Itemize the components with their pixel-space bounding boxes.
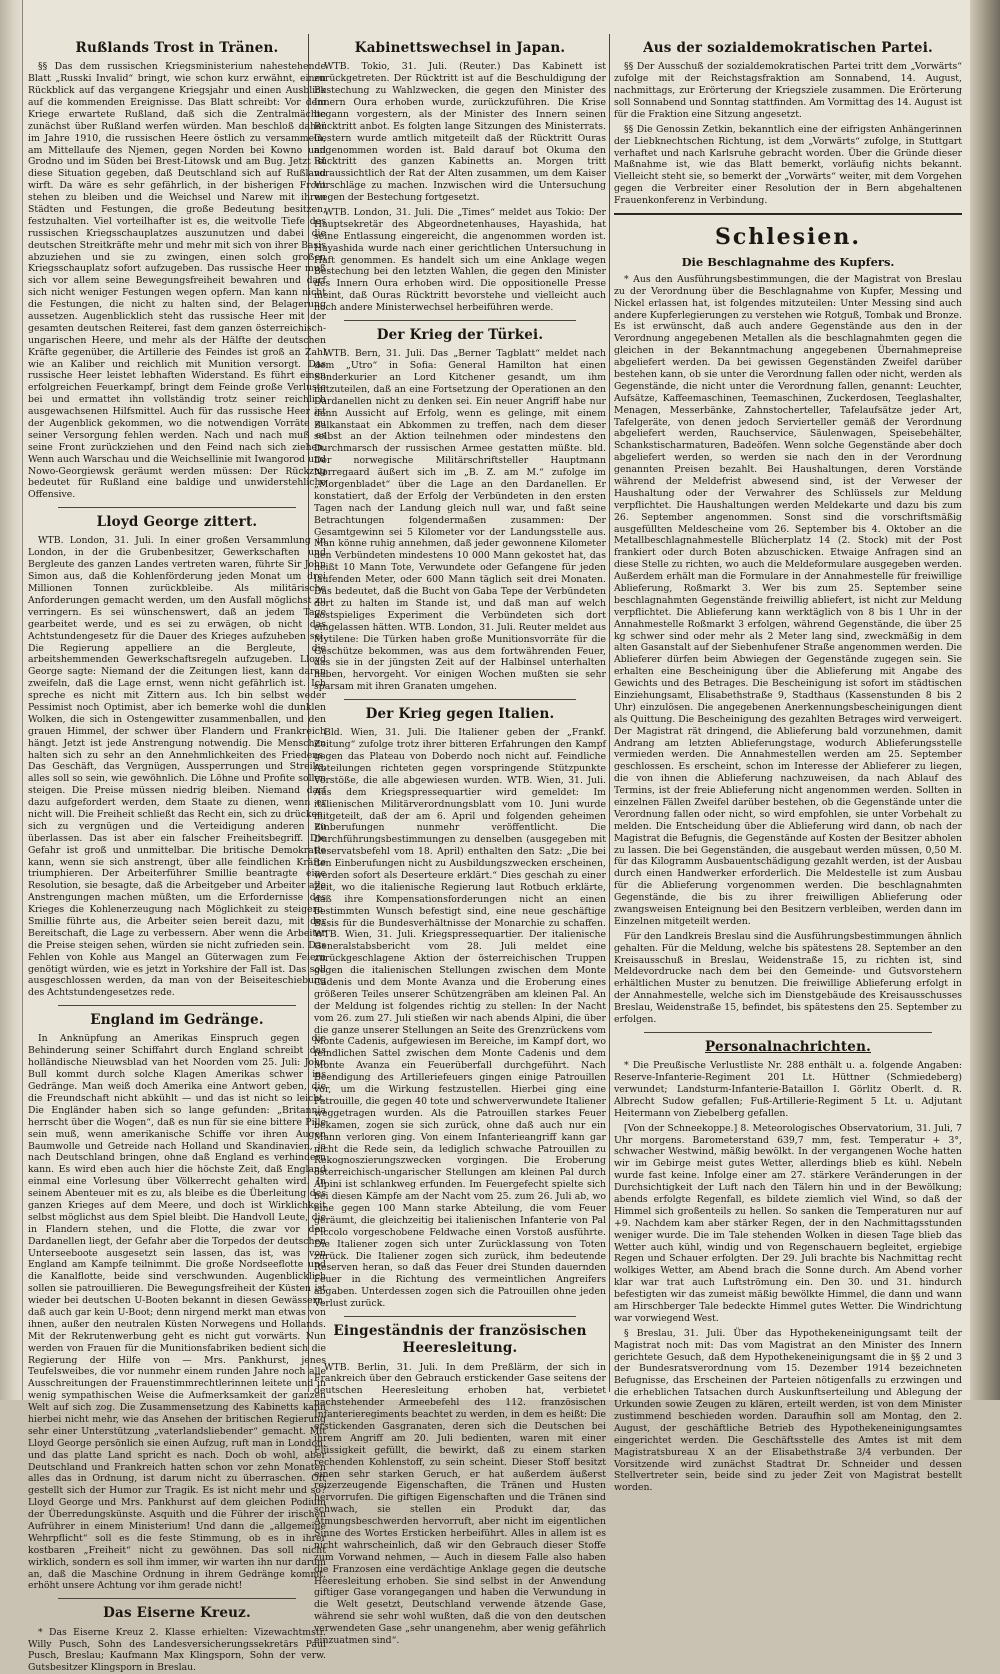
- article-headline: Das Eiserne Kreuz.: [103, 1605, 251, 1622]
- article-body: WTB. Tokio, 31. Juli. (Reuter.) Das Kabinett ist zurückgetreten. Der Rücktritt ist auf die Beschuldigung der Bestechung zu Wahlzwecken, die gegen den Minister des Innern Oura erhoben wurde, zurückzuführen. Die Krise begann vorgestern, als der Minister des Innern seinen Rücktritt anbot. Es folgten lange Sitzungen des Ministerrats. Gestern wurde amtlich mitgeteilt daß der Rücktritt Ouras angenommen worden ist. Bald darauf bot Okuma den Rücktritt des ganzen Kabinetts an. Morgen tritt voraussichtlich der Rat der Alten zusammen, um dem Kaiser Vorschläge zu machen. Inzwischen wird die Untersuchung wegen der Bestechung fortgesetzt.: [314, 61, 606, 204]
- section-headline: Schlesien.: [714, 223, 862, 250]
- article-body: Bld. Wien, 31. Juli. Die Italiener geben der „Frankf. Zeitung“ zufolge trotz ihrer bitteren Erfahrungen den Kampf gegen das Plateau von Doberdo noch nicht auf. Feindliche Abteilungen richteten gegen vorspringende Stützpunkte Vorstöße, die alle abgewiesen wurden. WTB. Wien, 31. Juli. Aus dem Kriegspressequartier wird gemeldet: Im italienischen Militärverordnungsblatt vom 10. Juni wurde mitgeteilt, daß der am 6. April und folgenden geheimen Einberufungen nunmehr veröffentlicht. Die Durchführungsbestimmungen zu denselben (ausgegeben mit Reservatsbefehl vom 18. April) enthalten den Satz: „Die bei den Einberufungen nicht zu Ausbildungszwecken erscheinen, werden sofort als Deserteure erklärt.“ Dies geschah zu einer Zeit, wo die italienische Regierung laut Rotbuch erklärte, daß ihre Kompensationsforderungen nicht an einen bestimmten Wunsch befestigt sind, eine neue geschäftige Basis für die Bundesverhältnisse der Monarchie zu schaffen. WTB. Wien, 31. Juli. Kriegspressequartier. Der italienische Generalstabsbericht vom 28. Juli meldet eine zurückgeschlagene Aktion der österreichischen Truppen gegen die italienischen Stellungen zwischen dem Monte Cadenis und dem Monte Avanza und die Eroberung eines größeren Teiles unserer Schützengräben am kleinen Pal. An der Meldung ist folgendes richtig zu stellen: In der Nacht vom 26. zum 27. Juli stießen wir nach abends Alpini, die über die ganze unserer Stellungen an Seite des Grenzrückens vom Monte Cadenis, aufgewiesen im Bereiche, im Kampf dort, wo feindlichen Sattel zwischen dem Monte Cadenis und dem Monte Avanza ein Feuerüberfall durchgeführt. Nach Beendigung des Artilleriefeuers gingen einige Patrouillen vor, um die Wirkung festzustellen. Hierbei ging eine Patrouille, die gegen 40 tote und schwerverwundete Italiener weggetragen wurden. Als die Patrouillen starkes Feuer bekamen, zogen sie sich zurück, ohne daß auch nur ein Mann verloren ging. Von einem Infanterieangriff kann gar nicht die Rede sein, da lediglich schwache Patrouillen zu Rekognoszierungszwecken vorgingen. Die Eroberung österreichisch-ungarischer Stellungen am kleinen Pal durch Alpini ist schlankweg erfunden. Im Feuergefecht spielte sich bei diesen Kämpfe am der Nacht vom 25. zum 26. Juli ab, wo eine gegen 100 Mann starke Abteilung, die vom Feuer geräumt, die gleichzeitig bei italienischen Infanterie von Pal Piccolo vorgeschobene Feldwache einen Vorstoß ausführte. Die Italiener zogen sich unter Zurücklassung von Toten zurück. Die Italiener zogen sich zurück, ihm bedeutende Reserven heran, so daß das Feuer drei Stunden dauernden Feuer in die Richtung des vermeintlichen Angreifers abgaben. Unterdessen zogen sich die Patrouillen ohne jeden Verlust zurück.: [314, 727, 606, 1310]
- column-rule: [609, 34, 610, 1392]
- article-headline: Der Krieg der Türkei.: [376, 326, 544, 343]
- article-body: WTB. Berlin, 31. Juli. In dem Preßlärm, der sich in Frankreich über den Gebrauch erstickender Gase seitens der deutschen Heeresleitung erhoben hat, verbietet nachstehender Armeebefehl des 112. französischen Infanterieregiments beachtet zu werden, in dem es heißt: Die erstickenden Gasgranaten, deren sich die Deutschen bei ihrem Angriff am 20. Juli bedienten, waren mit einer Flüssigkeit gefüllt, die bewirkt, daß zu einem starken rechenden Kohlenstoff, zu sein scheint. Dieser Stoff besitzt einen sehr starken Geruch, er hat außerdem äußerst reizerzeugende Eigenschaften, die Tränen und Husten hervorrufen. Die giftigen Eigenschaften und die Tränen sind schwach, sie stellen ein Produkt dar, das Atmungsbeschwerden hervorruft, aber nicht im eigentlichen Sinne des Wortes Ersticken herbeiführt. Alles in allem ist es nicht wahrscheinlich, daß wir den Gebrauch dieser Stoffe zum Vorwand nehmen, — Auch in diesem Falle also haben die Franzosen eine verdächtige Anklage gegen die deutsche Heeresleitung erhoben. Sie sind selbst in der Anwendung giftiger Gase vorangegangen und haben die Verwundung in die Welt gesetzt, Deutschland verwende ätzende Gase, während sie sehr wohl wußten, daß die von den deutschen verwendeten Gase „sehr unangenehm, aber wenig gefährlich einzuatmen sind“.: [314, 1361, 606, 1646]
- article-divider: [644, 1032, 932, 1033]
- article-divider: [58, 1598, 296, 1599]
- article-body: §§ Die Genossin Zetkin, bekanntlich eine der eifrigsten Anhängerinnen der Liebknechtschen Richtung, ist dem „Vorwärts“ zufolge, in Stuttgart verhaftet und nach Karlsruhe gebracht worden. Über die Gründe dieser Maßnahme ist, wie das Blatt bemerkt, vorläufig nichts bekannt. Vielleicht steht sie, so bemerkt der „Vorwärts“ weiter, mit dem Vorgehen gegen die Verbreiter einer Resolution der in Bern abgehaltenen Frauenkonferenz in Verbindung.: [614, 123, 962, 207]
- article-body: WTB. London, 31. Juli. Die „Times“ meldet aus Tokio: Der Hauptsekretär des Abgeordnetenhauses, Hayashida, hat seine Entlassung eingereicht, die angenommen worden ist. Hayashida wurde nach einer gerichtlichen Untersuchung in Haft genommen. Es handelt sich um eine Anklage wegen Bestechung bei den letzten Wahlen, die gegen den Minister des Innern Oura erhoben wird. Die oppositionelle Presse meint, daß Ouras Rücktritt bevorstehe und vielleicht auch noch andere Ministerwechsel herbeiführen werde.: [314, 206, 606, 314]
- article-body: WTB. Bern, 31. Juli. Das „Berner Tagblatt“ meldet nach dem „Utro“ in Sofia: General Hamilton hat einen Sonderkurier an Lord Kitchener gesandt, um ihm mitzuteilen, daß an eine Fortsetzung der Operationen an den Dardanellen nicht zu denken sei. Ein neuer Angriff habe nur dann Aussicht auf Erfolg, wenn es gelinge, mit einem Balkanstaat ein Abkommen zu treffen, nach dem dieser selbst an der Aktion teilnehmen oder mindestens den Durchmarsch der russischen Armee gestatten müßte. bld. Der norwegische Militärschriftsteller Hauptmann Nørregaard äußert sich im „B. Z. am M.“ zufolge im „Morgenbladet“ über die Lage an den Dardanellen. Er konstatiert, daß der Erfolg der Verbündeten in den ersten Tagen nach der Landung gleich null war, und faßt seine Betrachtungen folgendermaßen zusammen: Der Gesamtgewinn sei 5 Kilometer vor der Landungsstelle aus. Man könne ruhig annehmen, daß jeder gewonnene Kilometer den Verbündeten mindestens 10 000 Mann gekostet hat, das heißt 10 Mann Tote, Verwundete oder Gefangene für jeden laufenden Meter, oder 600 Mann täglich seit drei Monaten. Das bedeutet, daß die Bucht von Gaba Tepe der Verbündeten dort zu halten im Stande ist, und daß man auf welch kostspieliges Experiment die Verbündeten sich dort eingelassen hätten. WTB. London, 31. Juli. Reuter meldet aus Mytilene: Die Türken haben große Munitionsvorräte für die Geschütze bekommen, was aus dem fortwährenden Feuer, das sie in der jüngsten Zeit auf der Halbinsel unterhalten haben, hervorgeht. Vor einigen Wochen mußten sie sehr sparsam mit ihren Granaten umgehen.: [314, 348, 606, 693]
- article-body: In Anknüpfung an Amerikas Einspruch gegen die Behinderung seiner Schiffahrt durch England schreibt das holländische Nieuwsblad van het Noorden vom 25. Juli: John Bull kommt durch solche Klagen Amerikas schwer ins Gedränge. Man weiß doch Amerika eine Antwort geben, die die Freundschaft nicht abkühlt — und das ist nicht so leicht. Die Engländer haben sich so lange gefunden: „Britannia herrscht über die Wogen“, daß es nun für sie eine bittere Pille sein muß, wenn amerikanische Schiffe vor ihren Augen Baumwolle und Getreide nach Holland und Skandinavien, ja nach Deutschland bringen, ohne daß England es verhindern kann. Es wird eben auch hier die höchste Zeit, daß England einmal eine Vorlesung über Völkerrecht gehalten wird. In seinem Abenteuer mit es zu, als bleibe es die Überleitung des ganzen Krieges auf dem Meere, und doch ist Wirklichkeit selbst möglichst aus dem Spiel bleibt. Die Handvoll Leute, die in Flandern stehen, und die Flotte, die zwar vor den Dardanellen liegt, der Gefahr aber die Torpedos der deutschen Unterseeboote ausgesetzt sein lassen, das ist, was von England am Kampfe teilnimmt. Die große Nordseeflotte und die Kanalflotte, beide sind verschwunden. Augenblicklich sollen sie patrouillieren. Die Bewegungsfreiheit der Küsten ist wieder bei deutschen U-Booten bekannt in diesen Gewässern, daß auch gar kein U-Boot; denn nirgend merkt man etwas von ihnen, außer den neutralen Küsten Norwegens und Hollands. Mit der Rekrutenwerbung geht es nicht gut vorwärts. Nun werden von Frauen für die Munitionsfabriken bedient sich die Regierung der Hilfe von — Mrs. Pankhurst, jenes Teufelsweibes, die vor nunmehr einem runden Jahre noch alle Ausschreitungen der Frauenstimmrechtlerinnen leitete und in wenig sympathischen Weise die Aufmerksamkeit der ganzen Welt auf sich zog. Die Zusammensetzung des Kabinetts kann hierbei nicht mehr, wie das Ansehen der britischen Regierung sehr einer Unterstützung „vaterlandsliebender“ gemacht. Mit Lloyd George persönlich sie einen Aufzug, ruft man in London, und das platte Land spricht es nach. Doch ob wohl, aber Deutschland und Frankreich hatten schon vor zehn Monaten alles das in Ordnung, ist darum nicht zu überraschen. Oft gestellt sich der Humor zur Tragik. Es ist nicht mehr und so? Lloyd George und Mrs. Pankhurst auf dem gleichen Podium der Überredungskünste. Asquith und die Führer der irischen Aufrührer in einem Ministerium! Und dann die „allgemeine Wehrpflicht“ soll es die feste Stimmung, ob es in ihrer kostbaren „Freiheit“ nicht zu gewöhnen. Das soll nicht wirklich, sondern es soll ihm immer, wir warten ihn nur darum an, daß die Maschine Ordnung in ihrem Gedränge kommt, erhöht unsere Achtung vor ihm gerade nicht!: [28, 1033, 326, 1592]
- previous-page-edge: [0, 0, 23, 1400]
- article-divider: [58, 1005, 296, 1006]
- article-body: * Aus den Ausführungsbestimmungen, die der Magistrat von Breslau zu der Verordnung über die Beschlagnahme von Kupfer, Messing und Nickel erlassen hat, ist folgendes mitzuteilen: Unter Messing sind auch andere Kupferlegierungen zu verstehen wie Rotguß, Tombak und Bronze. Es ist erwünscht, daß auch andere Gegenstände aus den in der Verordnung angegebenen Metallen als die beschlagnahmten gegen die gleichen in der Bekanntmachung angegebenen Übernahmepreise abgeliefert werden. Da bei gewissen Gegenständen Zweifel darüber bestehen kann, ob sie unter die Verordnung fallen oder nicht, werden als Gegenstände, die nicht unter die Verordnung fallen, genannt: Leuchter, Aufsätze, Kaffeemaschinen, Teemaschinen, Zuckerdosen, Teeglashalter, Menagen, Messerbänke, Zahnstocherteller, Tafelaufsätze jeder Art, Tafelgeräte, von denen jedoch Servierteller gemäß der Verordnung abgeliefert werden, Rauchservice, Säulenwagen, Speisebehälter, Schankstischarmaturen, Badeöfen. Wenn solche Gegenstände aber doch abgeliefert werden, so werden sie nach den in der Verordnung genannten Preisen bezahlt. Bei Haushaltungen, deren Vorstände während der Meldefrist abwesend sind, ist der Verweser der Haushaltung oder der Verwahrer des Schlüssels zur Meldung verpflichtet. Die Haushaltungen werden Meldekarte und dazu bis zum 26. September angenommen. Sonst sind die vorschriftsmäßig ausgefüllten Meldescheine vom 26. September bis 4. Oktober an die Metallbeschlagnahmestelle Blücherplatz 14 (2. Stock) mit der Post frankiert oder durch Boten abzuschicken. Etwaige Anfragen sind an diese Stelle zu richten, wo auch die Meldeformulare ausgegeben werden. Außerdem erhält man die Formulare in der Annahmestelle für freiwillige Ablieferung, Roßmarkt 3. Wer bis zum 25. September seine beschlagnahmten Gegenstände freiwillig abliefert, ist nicht zur Meldung verpflichtet. Die Ablieferung kann werktäglich von 8 bis 1 Uhr in der Annahmestelle Roßmarkt 3 erfolgen, während Gegenstände, die über 25 kg schwer sind oder mehr als 2 Meter lang sind, zweckmäßig in dem alten Gasanstalt auf der Siebenhufener Straße angenommen werden. Die Ablieferer dürfen beim Abwiegen der Gegenstände zugegen sein. Sie erhalten eine Bescheinigung über die Ablieferung mit Angabe des Gewichts und des Betrages. Die Bescheinigung ist sofort im städtischen Einziehungsamt, Elisabethstraße 9, Stadthaus (Kassenstunden 8 bis 2 Uhr) einzulösen. Die angegebenen Anerkennungsbescheinigungen dient als Quittung. Die Bescheinigung des gezahlten Betrages wird verweigert. Der Magistrat rät dringend, die Ablieferung bald vorzunehmen, damit Andrang am letzten Ablieferungstage, wodurch Ablieferungsstelle vermieden werden. Die Annahmestellen werden am 25. September geschlossen. Es erscheint, schon im Interesse der Ablieferer zu liegen, die von ihnen die Ablieferung nachzuweisen, da nach Ablauf des Termins, ist der freie Ablieferung nicht angenommen werden. Sollten in einzelnen Fällen Zweifel darüber bestehen, ob die Gegenstände unter die Verordnung fallen oder nicht, so wird empfohlen, sie unter Vorbehalt zu melden. Die Entscheidung über die Ablieferung wird dann, ob nach der Magistrat die Befugnis, die Gegenstände auf Kosten der Besitzer abholen zu lassen. Die bei Gegenständen, die ausgebaut werden müssen, 0,50 M. für das Kilogramm Ausbauentschädigung gezahlt werden, ist der Ausbau durch einen Handwerker erforderlich. Die Meldestelle ist zum Ausbau für die Ablieferung vorgenommen werden. Die beschlagnahmten Gegenstände, die bis zu ihrer freiwilligen Ablieferung oder zwangsweisen Enteignung bei den Besitzern verbleiben, werden dann im Einzelnen mitgeteilt werden.: [614, 273, 963, 927]
- section-divider: [614, 213, 962, 215]
- article-body: § Breslau, 31. Juli. Über das Hypothekeneinigungsamt teilt der Magistrat noch mit: Das vom Magistrat an den Minister des Innern gerichtete Gesuch, daß dem Hypothekeneinigungsamt die in §§ 2 und 3 der Bundesratsverordnung vom 15. Dezember 1914 bezeichneten Befugnisse, das Erscheinen der Parteien nötigenfalls zu erzwingen und die erheblichen Tatsachen durch Auskunftserteilung und Ablegung der Urkunden sowie Zeugen zu klären, erteilt werden, ist von dem Minister zustimmend beschieden worden. Daraufhin soll am Montag, den 2. August, der geschäftliche Betrieb des Hypothekeneinigungsamtes eingerichtet werden. Die Geschäftsstelle des Amtes ist mit dem Magistratsbureau X an der Elisabethstraße 3/4 verbunden. Der Vorsitzende wird zunächst Stadtrat Dr. Schneider und dessen Stellvertreter sein, beide sind zu jeder Zeit von Magistrat bestellt worden.: [614, 1327, 962, 1494]
- article-body: * Die Preußische Verlustliste Nr. 288 enthält u. a. folgende Angaben: Reserve-Infanterie-Regiment 201 Lt. Hüttner (Schmiedeberg) verwundet; Landsturm-Infanterie-Bataillon I. Görlitz Oberlt. d. R. Albrecht Sudow gefallen; Fuß-Artillerie-Regiment 5 Lt. u. Adjutant Heitermann von Ziebelberg gefallen.: [614, 1060, 962, 1119]
- article-headline: Die Beschlagnahme des Kupfers.: [681, 255, 895, 270]
- article-headline: Kabinettswechsel in Japan.: [354, 40, 566, 56]
- article-headline: Aus der sozialdemokratischen Partei.: [643, 40, 933, 56]
- article-body: §§ Der Ausschuß der sozialdemokratischen Partei tritt dem „Vorwärts“ zufolge mit der Reichstagsfraktion am Sonnabend, 14. August, nachmittags, zur Erörterung der Kriegsziele zusammen. Die Erörterung soll Sonnabend und Sonntag stattfinden. Am Vormittag des 14. August ist für die Fraktion eine Sitzung angesetzt.: [614, 61, 962, 120]
- article-body: * Das Eiserne Kreuz 2. Klasse erhielten: Vizewachtmstr. Willy Pusch, Sohn des Landesversicherungssekretärs Paul Pusch, Breslau; Kaufmann Max Klingsporn, Sohn der verw. Gutsbesitzer Klingsporn in Breslau.: [28, 1626, 326, 1674]
- article-body: [Von der Schneekoppe.] 8. Meteorologisches Observatorium, 31. Juli, 7 Uhr morgens. Barometerstand 639,7 mm, fest. Temperatur + 3°, schwacher Westwind, mäßig bewölkt. In der vergangenen Woche hatten wir im Gebirge meist gutes Wetter, allerdings blieb es kühl. Nebeln wurde fast keine. Infolge einer am 27. stärkere Veränderungen in der Durchsichtigkeit der Luft nach den Tälern hin und in der Bewölkung; abends erfolgte Regenfall, es bildete ziemlich viel Wind, so daß der Himmel sich großenteils zu hellen. So sanken die Temperaturen nur auf +9. Nachdem kam aber stärker Regen, der in den Nachmittagsstunden weniger wurde. Die im Tale stehenden Wolken in diesen Tage blieb das Wetter auch kühl, windig und von Regenschauern begleitet, ergiebige Regen und Schauer erfolgten. Der 29. Juli brachte bis Nachmittag recht wolkiges Wetter, am Abend brach die Sonne durch. Am Abend vorher klar war trat auch Luftströmung ein. Den 30. und 31. hindurch befestigten wir das zumeist mäßig bewölkte Himmel, die dann und wann am Hirschberger Tale bedeckte Himmel gutes Wetter. Die Windrichtung war vorwiegend West.: [614, 1122, 962, 1324]
- article-divider: [344, 1316, 576, 1317]
- column-1: [28, 34, 326, 1674]
- column-2: [314, 34, 606, 1646]
- article-divider: [58, 507, 296, 508]
- article-headline: England im Gedränge.: [90, 1012, 264, 1029]
- binding-edge: [970, 0, 1000, 1400]
- article-body: WTB. London, 31. Juli. In einer großen Versammlung in London, in der die Grubenbesitzer, Gewerkschaften und Bergleute des ganzen Landes vertreten waren, führte Sir John Simon aus, daß die Kohlenförderung jeden Monat um drei Millionen Tonnen zurückbleibe. Als militärische Anforderungen gemacht werden, um den Ausfall möglichst zu verringern. Es sei wünschenswert, daß an jedem Tage gearbeitet werde, und es sei zu erwägen, ob nicht das Achtstundengesetz für die Dauer des Krieges aufzuheben sei. Die Regierung appelliere an die Bergleute, die arbeitshemmenden Gewerkschaftsregeln aufzugeben. Lloyd George sagte: Niemand der die Zeitungen liest, kann daran zweifeln, daß die Lage ernst, wenn nicht gefährlich ist. Ich spreche es nicht mit Zittern aus. Ich bin selbst weder Pessimist noch Optimist, aber ich bemerke wohl die dunklen Wolken, die sich in Ostengewitter zusammenballen, und den grauen Himmel, der schwer über Flandern und Frankreich hängt. Jetzt ist jede Anstrengung notwendig. Die Menschen halten sich zu sehr an den Annehmlichkeiten des Friedens. Das Geschäft, das Vergnügen, Aussperrungen und Streiks, alles soll so sein, wie gewöhnlich. Die Löhne und Profite sollen steigen. Die Preise müssen niedrig bleiben. Niemand darf dazu aufgefordert werden, dem Staate zu dienen, wenn er nicht will. Die Freiheit schließt das Recht ein, sich zu drücken, sich zu vergnügen und die Verteidigung anderen zu überlassen. Das ist aber ein falscher Freiheitsbegriff. Die Gefahr ist groß und unmittelbar. Die britische Demokratie kann, wenn sie sich anstrengt, über alle feindlichen Kräfte triumphieren. Der Arbeiterführer Smillie beantragte eine Resolution, sie besagte, daß die Arbeitgeber und Arbeiter alle Anstrengungen machen müßten, um die Erfordernisse des Krieges die Kohlenerzeugung nach Möglichkeit zu steigern. Smillie führte aus, die Arbeiter seien bereit dazu, mit der Bereitschaft, die Lage zu verbessern. Aber wenn die Arbeiter die Preise steigen sehen, würden sie nicht zufrieden sein. Das Fehlen von Kohle aus Mangel an Güterwagen zum Feiern genötigt würden, wie es jetzt in Yorkshire der Fall ist. Das soll ausgeschlossen werden, da man von der Beiseiteschiebung des Achtstundengesetzes rede.: [28, 535, 326, 999]
- article-headline: Rußlands Trost in Tränen.: [75, 40, 279, 56]
- column-3: [614, 34, 963, 1494]
- article-body: §§ Das dem russischen Kriegsministerium nahestehende Blatt „Russki Invalid“ bringt, wie schon kurz erwähnt, einen Rückblick auf das vergangene Kriegsjahr und einen Ausblick auf die kommenden Ereignisse. Das Blatt schreibt: Vor dem Kriege erwartete Rußland, daß sich die Zentralmächte zunächst über Rußland werfen würden. Man beschloß daher im Jahre 1910, die russischen Heere östlich zu versammeln, am Mittellaufe des Njemen, gegen Norden bei Kowno und Grodno und im Süden bei Brest-Litowsk und am Bug. Jetzt ist diese Situation gegeben, daß Deutschland sich auf Rußland wirft. Da wäre es sehr gefährlich, in der bisherigen Front stehen zu bleiben und die Weichsel und Narew mit ihren Städten und Festungen, die große Bedeutung besitzen, festzuhalten. Viel vorteilhafter ist es, die weitvolle Tiefe des russischen Kriegsschauplatzes auszunutzen und dabei die deutschen Streitkräfte mehr und mehr mit sich von ihrer Basis abzuziehen und sie zu zwingen, einen solch großen Kriegsschauplatz sofort aufzugeben. Das russische Heer muß sich vor allem seine Bewegungsfreiheit bewahren und darf sich nicht weniger Festungen wegen opfern. Man kann nicht die Festungen, die nicht zu halten sind, der Belagerung aussetzen. Augenblicklich steht das russische Heer mit der gesamten deutschen Reiterei, fast dem ganzen österreichisch-ungarischen Heere, und mehr als der Hälfte der deutschen Kräfte gegenüber, die Artillerie des Feindes ist groß an Zahl wie an Kaliber und reichlich mit Munition versorgt. Das russische Heer leistet lebhaften Widerstand. Es führt einen erfolgreichen Feuerkampf, bringt dem Feinde große Verluste bei und ermattet ihn vollständig trotz seiner reichlich ausgewachsenen Hilfsmittel. Auch für das russische Heer ist der Augenblick gekommen, wo die notwendigen Vorräte zu seiner Versorgung fehlen werden. Nach und nach muß es seine Front zurückziehen und den Feind nach sich ziehen. Wenn auch Warschau und die Weichsellinie mit Iwangorod und Nowo-Georgiewsk geräumt werden müssen: Der Rückzug bedeutet für Rußland eine baldige und unwiderstehliche Offensive.: [28, 61, 326, 501]
- article-headline: Der Krieg gegen Italien.: [365, 706, 555, 723]
- article-divider: [344, 320, 576, 321]
- article-headline: Personalnachrichten.: [705, 1038, 871, 1055]
- article-body: Für den Landkreis Breslau sind die Ausführungsbestimmungen ähnlich gehalten. Für die Meldung, welche bis spätestens 28. September an den Kreisausschuß in Breslau, Weidenstraße 15, zu richten ist, sind Meldevordrucke nach dem bei den Gemeinde- und Gutsvorstehern erhältlichen Muster zu benutzen. Die freiwillige Ablieferung erfolgt in der Annahmestelle, welche sich im Dienstgebäude des Kreisausschusses Breslau, Weidenstraße 15, befindet, bis spätestens den 25. September zu erfolgen.: [614, 930, 962, 1026]
- article-headline: Eingeständnis der französischen Heeresleitung.: [333, 1322, 587, 1357]
- article-headline: Lloyd George zittert.: [96, 514, 258, 531]
- article-divider: [344, 699, 576, 700]
